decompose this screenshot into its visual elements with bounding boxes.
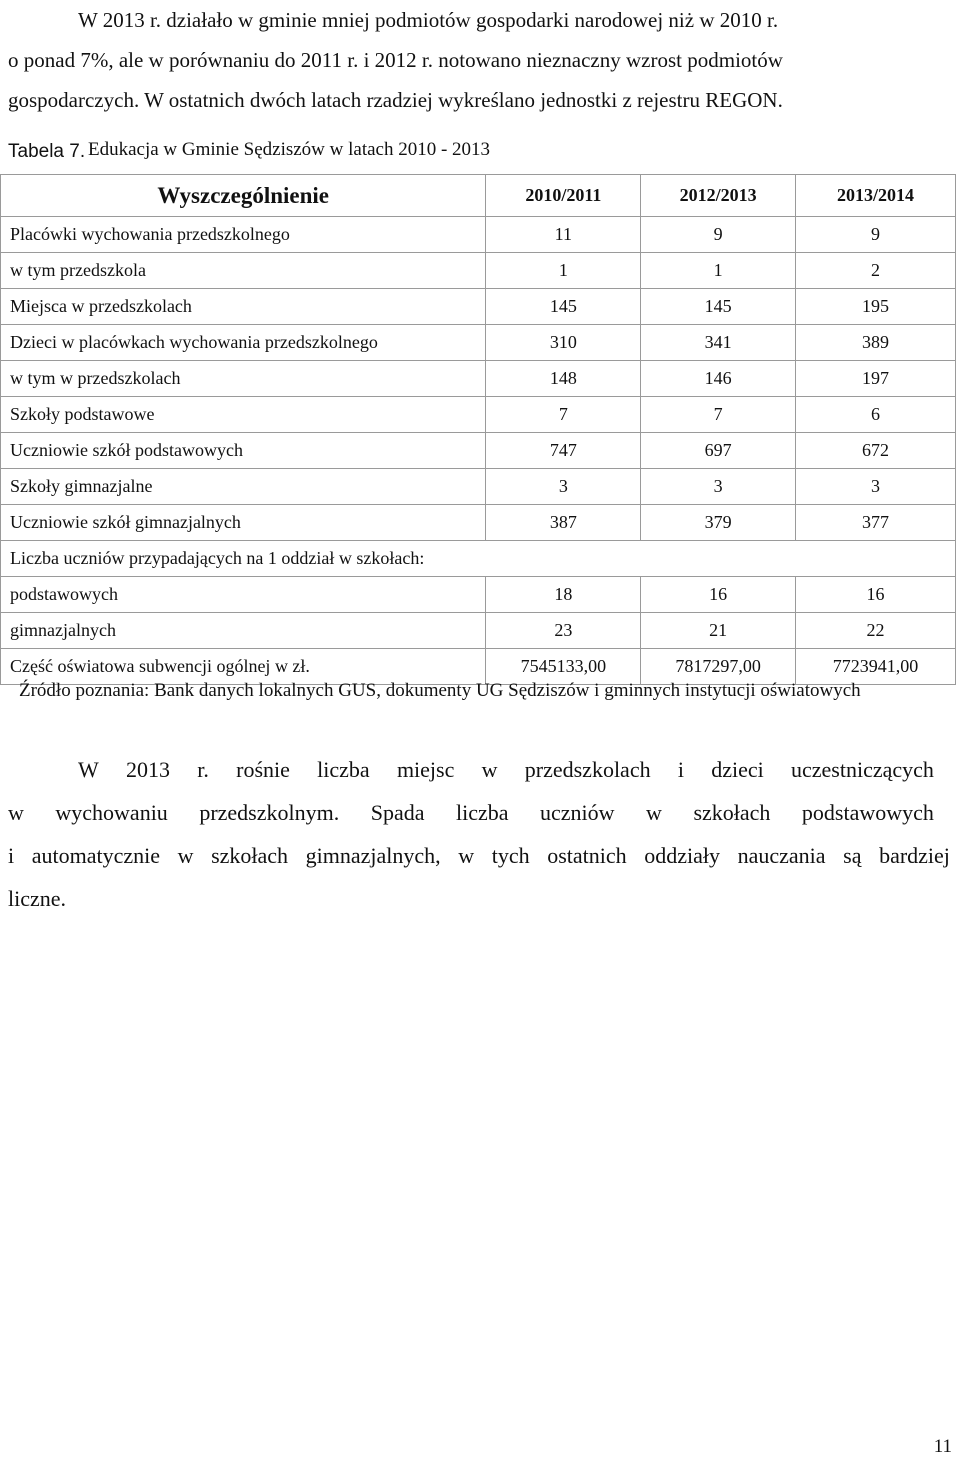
body-word: dzieci — [711, 757, 764, 782]
intro-line-2: o ponad 7%, ale w porównaniu do 2011 r. i 2012 r. notowano nieznaczny wzrost podmiotów — [8, 48, 783, 72]
header-year: 2010/2011 — [486, 175, 641, 217]
row-value: 21 — [641, 613, 796, 649]
source-note: Źródło poznania: Bank danych lokalnych GUS, dokumenty UG Sędziszów i gminnych instytucji oświatowych — [19, 680, 861, 701]
row-value: 9 — [796, 217, 956, 253]
row-value: 146 — [641, 361, 796, 397]
body-word: są — [843, 843, 862, 868]
body-word: w — [646, 800, 662, 825]
body-line-4: liczne. — [8, 886, 67, 911]
row-value: 145 — [486, 289, 641, 325]
group-label: Liczba uczniów przypadających na 1 oddział w szkołach: — [1, 541, 956, 577]
body-word: liczba — [317, 757, 370, 782]
body-word: w — [8, 800, 24, 825]
body-word: tych — [491, 843, 530, 868]
row-value: 377 — [796, 505, 956, 541]
body-word: nauczania — [737, 843, 826, 868]
row-value: 697 — [641, 433, 796, 469]
table-caption-label: Tabela 7. — [8, 141, 86, 162]
body-word: uczniów — [540, 800, 615, 825]
body-word: w — [481, 757, 498, 782]
table-header-row — [1, 175, 956, 217]
row-value: 148 — [486, 361, 641, 397]
row-value: 389 — [796, 325, 956, 361]
group-header-row — [1, 541, 956, 577]
body-word: wychowaniu — [55, 800, 168, 825]
education-table — [0, 174, 956, 685]
table-row — [1, 469, 956, 505]
row-label: Dzieci w placówkach wychowania przedszkolnego — [1, 325, 486, 361]
row-value: 18 — [486, 577, 641, 613]
body-word: Spada — [370, 800, 425, 825]
body-word: gimnazjalnych, — [305, 843, 441, 868]
row-label: Uczniowie szkół podstawowych — [1, 433, 486, 469]
header-label: Wyszczególnienie — [1, 175, 486, 217]
row-value: 197 — [796, 361, 956, 397]
row-value: 7545133,00 — [486, 649, 641, 685]
table-caption-text: Edukacja w Gminie Sędziszów w latach 2010 - 2013 — [88, 139, 491, 160]
row-label: Część oświatowa subwencji ogólnej w zł. — [1, 649, 486, 685]
row-label: podstawowych — [1, 577, 486, 613]
body-word: przedszkolach — [524, 757, 651, 782]
page-number: 11 — [933, 1436, 952, 1457]
intro-line-1: W 2013 r. działało w gminie mniej podmiotów gospodarki narodowej niż w 2010 r. — [78, 8, 779, 32]
body-line-3 — [8, 843, 950, 869]
table-row — [1, 505, 956, 541]
body-word: w — [458, 843, 475, 868]
table-row — [1, 433, 956, 469]
row-label: Szkoły gimnazjalne — [1, 469, 486, 505]
row-value: 341 — [641, 325, 796, 361]
body-word: szkołach — [211, 843, 289, 868]
body-word: uczestniczących — [791, 757, 934, 782]
table-row — [1, 577, 956, 613]
body-line-1 — [78, 757, 934, 783]
body-word: w — [177, 843, 194, 868]
row-value: 747 — [486, 433, 641, 469]
header-year: 2013/2014 — [796, 175, 956, 217]
table-row — [1, 613, 956, 649]
row-label: w tym przedszkola — [1, 253, 486, 289]
row-value: 7817297,00 — [641, 649, 796, 685]
body-word: podstawowych — [801, 800, 934, 825]
body-word: przedszkolnym. — [199, 800, 340, 825]
row-value: 195 — [796, 289, 956, 325]
row-label: gimnazjalnych — [1, 613, 486, 649]
row-value: 9 — [641, 217, 796, 253]
row-label: Uczniowie szkół gimnazjalnych — [1, 505, 486, 541]
row-value: 6 — [796, 397, 956, 433]
row-value: 22 — [796, 613, 956, 649]
header-year: 2012/2013 — [641, 175, 796, 217]
row-value: 145 — [641, 289, 796, 325]
body-word: miejsc — [396, 757, 455, 782]
body-word: rośnie — [236, 757, 290, 782]
table-row — [1, 397, 956, 433]
body-word: bardziej — [879, 843, 950, 868]
row-value: 16 — [796, 577, 956, 613]
body-word: 2013 — [126, 757, 171, 782]
row-value: 7 — [486, 397, 641, 433]
row-value: 1 — [486, 253, 641, 289]
body-word: ostatnich — [547, 843, 627, 868]
body-line-2 — [8, 800, 934, 826]
row-value: 3 — [796, 469, 956, 505]
row-value: 2 — [796, 253, 956, 289]
row-value: 672 — [796, 433, 956, 469]
row-value: 7723941,00 — [796, 649, 956, 685]
row-value: 11 — [486, 217, 641, 253]
row-value: 3 — [641, 469, 796, 505]
body-word: liczba — [455, 800, 509, 825]
row-label: Miejsca w przedszkolach — [1, 289, 486, 325]
table-row — [1, 361, 956, 397]
body-word: i — [677, 757, 684, 782]
table-row — [1, 325, 956, 361]
table-row — [1, 217, 956, 253]
table-row — [1, 253, 956, 289]
row-value: 16 — [641, 577, 796, 613]
body-word: automatycznie — [31, 843, 160, 868]
row-value: 23 — [486, 613, 641, 649]
table-row — [1, 289, 956, 325]
row-label: Szkoły podstawowe — [1, 397, 486, 433]
row-label: w tym w przedszkolach — [1, 361, 486, 397]
row-value: 3 — [486, 469, 641, 505]
row-value: 387 — [486, 505, 641, 541]
body-word: oddziały — [644, 843, 721, 868]
row-label: Placówki wychowania przedszkolnego — [1, 217, 486, 253]
row-value: 1 — [641, 253, 796, 289]
row-value: 310 — [486, 325, 641, 361]
intro-line-3: gospodarczych. W ostatnich dwóch latach rzadziej wykreślano jednostki z rejestru REGON. — [8, 88, 783, 112]
body-word: r. — [197, 757, 209, 782]
body-word: szkołach — [693, 800, 771, 825]
row-value: 7 — [641, 397, 796, 433]
row-value: 379 — [641, 505, 796, 541]
body-word: W — [78, 757, 99, 782]
body-word: i — [8, 843, 15, 868]
